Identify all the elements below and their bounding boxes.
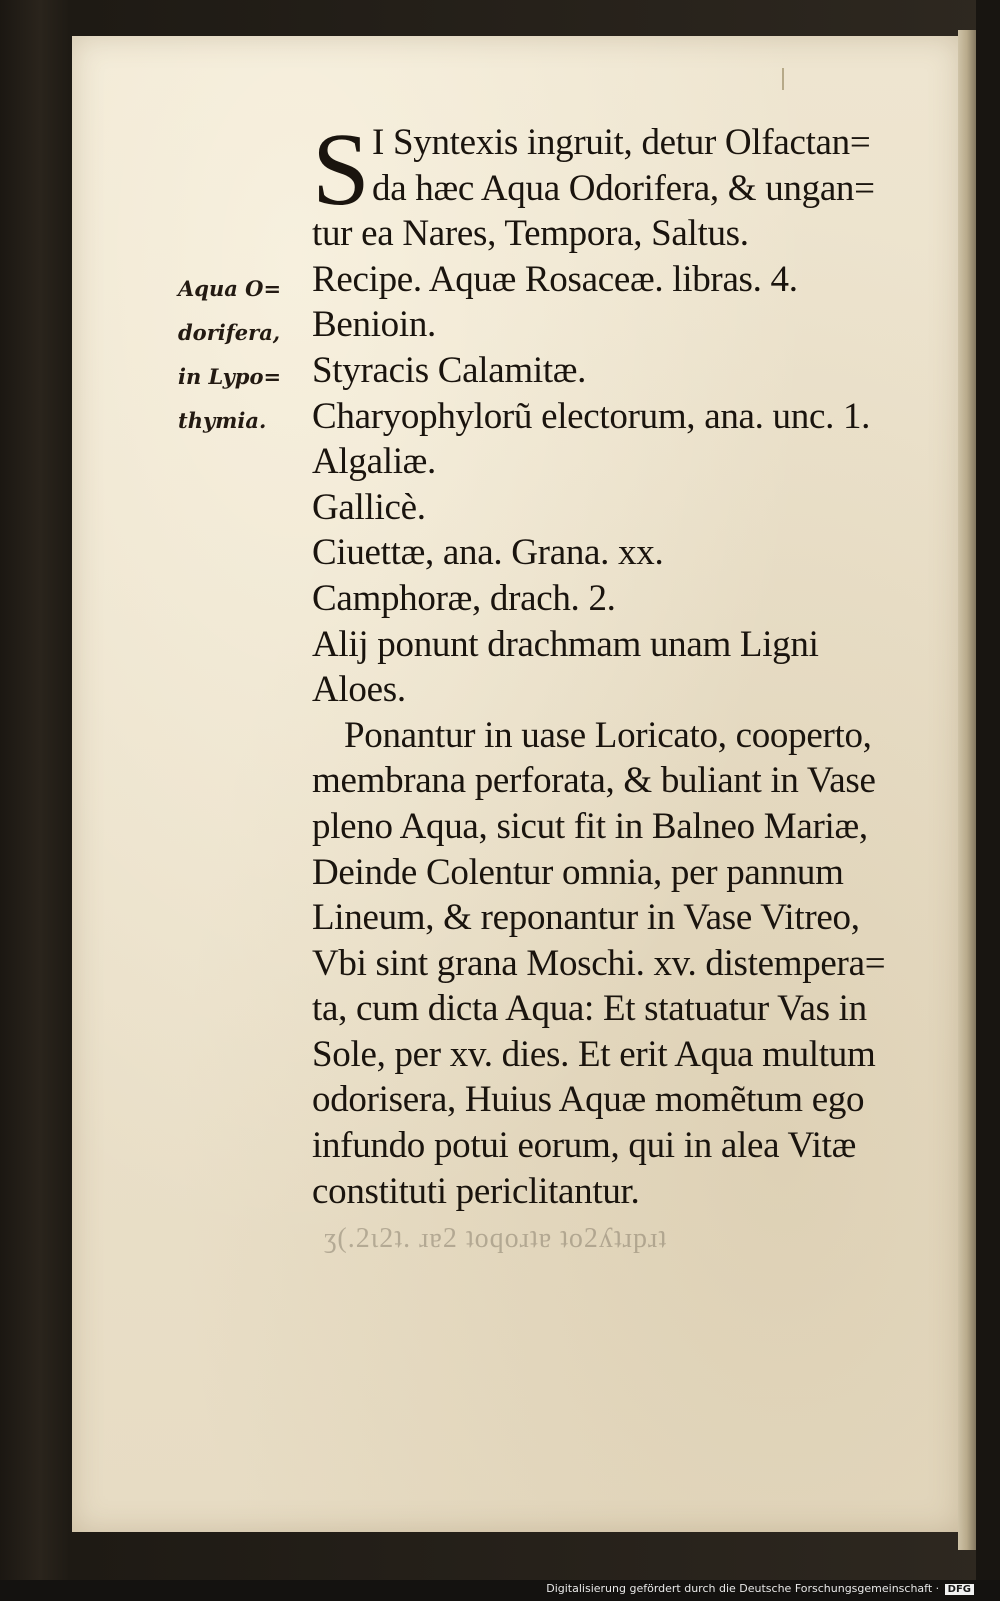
text-line: Sole, per xv. dies. Et erit Aqua multum: [312, 1033, 876, 1075]
drop-capital: S: [312, 112, 370, 227]
dfg-logo: DFG: [945, 1584, 974, 1595]
text-line: da hæc Aqua Odorifera, & ungan=: [372, 167, 875, 209]
marginal-note-line: in Lypo=: [178, 364, 282, 389]
text-line: Aloes.: [312, 669, 406, 711]
text-line: Benioin.: [312, 304, 437, 346]
show-through-text: ʒ(.2ɩ2ʇ. ɹɐ2 ʇoqoɹʇɐ ʇo2ʎʇɹpɹʇ: [324, 1223, 668, 1254]
text-line: Recipe. Aquæ Rosaceæ. libras. 4.: [312, 258, 798, 300]
marginal-note-line: Aqua O=: [178, 276, 282, 301]
text-line: Gallicè.: [312, 486, 426, 528]
text-line: tur ea Nares, Tempora, Saltus.: [312, 213, 749, 255]
text-line: Charyophylorũ electorum, ana. unc. 1.: [312, 395, 871, 437]
body-text: [312, 112, 962, 1214]
marginal-note: [178, 267, 308, 443]
text-line: Ponantur in uase Loricato, cooperto,: [344, 714, 872, 756]
text-line: membrana perforata, & buliant in Vase: [312, 760, 876, 802]
binding-shadow: [976, 0, 1000, 1580]
text-line: ta, cum dicta Aqua: Et statuatur Vas in: [312, 988, 867, 1030]
digitization-footer: [546, 1582, 974, 1595]
text-line: odorisera, Huius Aquæ momẽtum ego: [312, 1079, 865, 1121]
text-line: Vbi sint grana Moschi. xv. distempera=: [312, 942, 886, 984]
text-line: Alij ponunt drachmam unam Ligni: [312, 623, 819, 665]
text-line: Deinde Colentur omnia, per pannum: [312, 851, 844, 893]
text-line: Algaliæ.: [312, 441, 437, 483]
page-mark: [782, 68, 784, 90]
footer-text: Digitalisierung gefördert durch die Deutsche Forschungsgemeinschaft ·: [546, 1582, 940, 1595]
text-line: Camphoræ, drach. 2.: [312, 577, 616, 619]
text-line: pleno Aqua, sicut fit in Balneo Mariæ,: [312, 805, 868, 847]
marginal-note-line: thymia.: [178, 408, 267, 433]
text-line: Lineum, & reponantur in Vase Vitreo,: [312, 897, 860, 939]
text-line: I Syntexis ingruit, detur Olfactan=: [372, 122, 871, 163]
text-line: infundo potui eorum, qui in alea Vitæ: [312, 1125, 857, 1167]
marginal-note-line: dorifera,: [178, 320, 281, 345]
text-line: constituti periclitantur.: [312, 1170, 640, 1212]
text-line: Styracis Calamitæ.: [312, 349, 587, 391]
text-line: Ciuettæ, ana. Grana. xx.: [312, 532, 664, 574]
